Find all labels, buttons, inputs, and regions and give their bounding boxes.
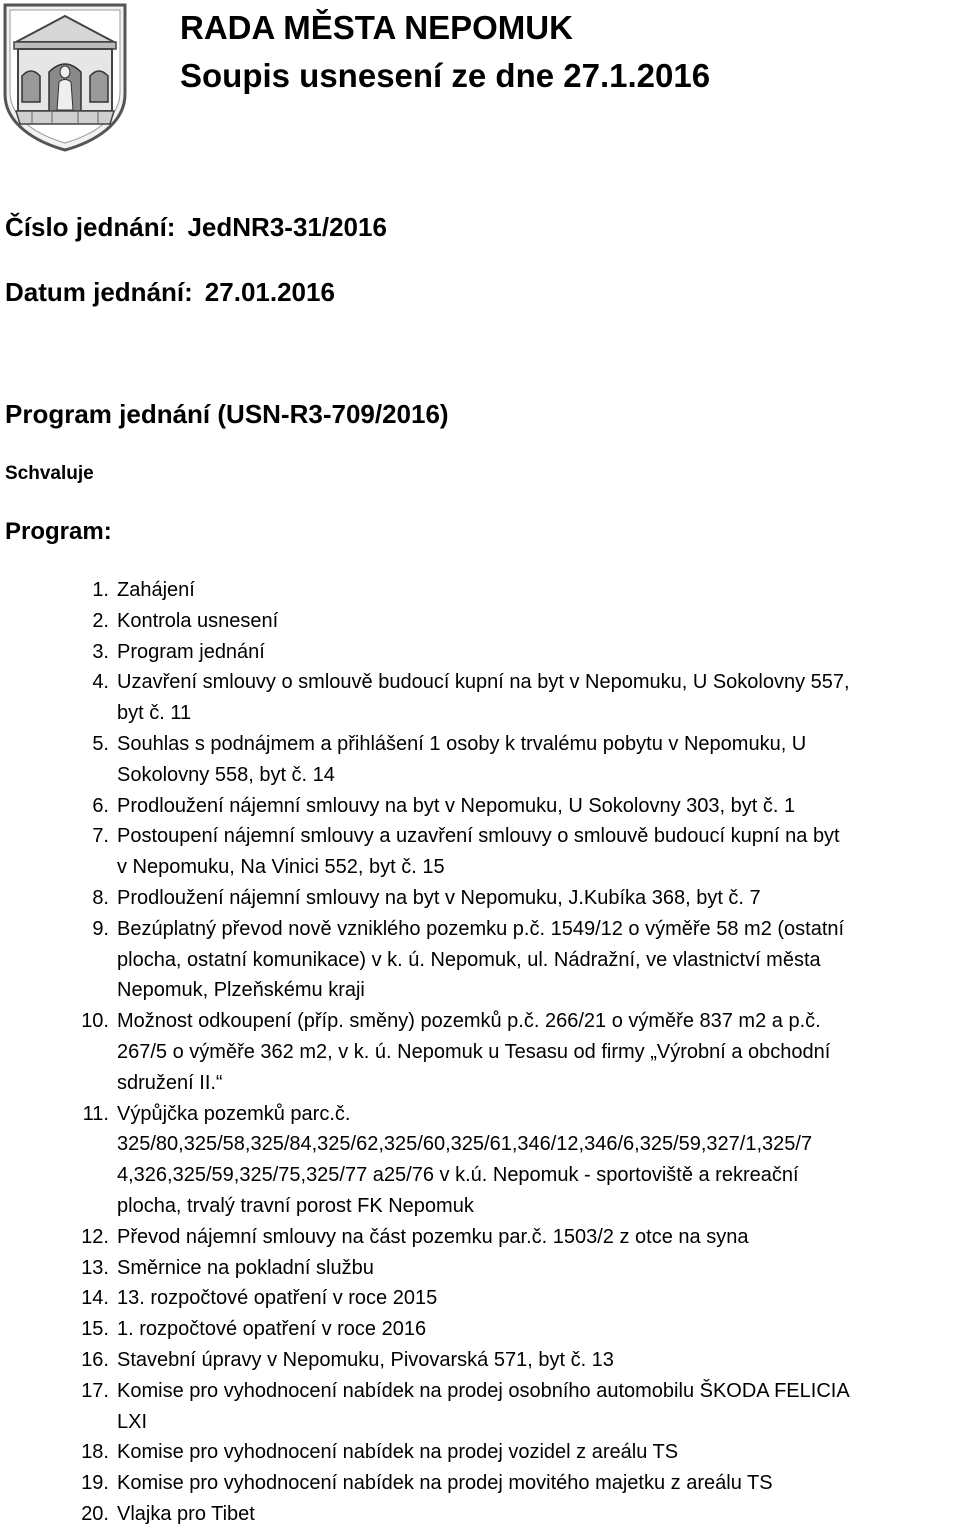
agenda-item-number: 6. <box>92 794 109 817</box>
meeting-number-label: Číslo jednání: <box>5 212 176 242</box>
agenda-item-number: 13. <box>81 1256 109 1279</box>
agenda-item-text: Kontrola usnesení <box>117 609 279 632</box>
agenda-item-text: Možnost odkoupení (příp. směny) pozemků p.č. 266/21 o výměře 837 m2 a p.č. <box>117 1010 821 1033</box>
agenda-item-text: plocha, ostatní komunikace) v k. ú. Nepomuk, ul. Nádražní, ve vlastnictví města <box>117 948 821 971</box>
city-crest-icon <box>2 2 128 152</box>
agenda-item-number: 3. <box>92 640 109 663</box>
agenda-item-number: 19. <box>81 1472 109 1495</box>
agenda-item-text: LXI <box>117 1410 148 1433</box>
meeting-date-label: Datum jednání: <box>5 277 193 307</box>
agenda-item <box>0 1499 960 1530</box>
agenda-item <box>0 1006 960 1098</box>
agenda-item <box>0 1222 960 1253</box>
title-council-name: RADA MĚSTA NEPOMUK <box>180 9 573 46</box>
agenda-item <box>0 729 960 791</box>
meeting-number-value: JedNR3-31/2016 <box>187 212 387 242</box>
agenda-item-text: Komise pro vyhodnocení nabídek na prodej osobního automobilu ŠKODA FELICIA <box>117 1379 850 1402</box>
agenda-item-number: 12. <box>81 1225 109 1248</box>
meeting-date <box>5 276 335 308</box>
resolution-decision: Schvaluje <box>5 463 94 484</box>
agenda-item <box>0 821 960 883</box>
agenda-item-number: 18. <box>81 1441 109 1464</box>
agenda-item-number: 4. <box>92 671 109 694</box>
agenda-item-text: v Nepomuku, Na Vinici 552, byt č. 15 <box>117 856 445 879</box>
agenda-item-text: 13. rozpočtové opatření v roce 2015 <box>117 1287 438 1310</box>
agenda-item <box>0 883 960 914</box>
agenda-item-text: 325/80,325/58,325/84,325/62,325/60,325/61,346/12,346/6,325/59,327/1,325/7 <box>117 1133 813 1156</box>
agenda-item-text: Stavební úpravy v Nepomuku, Pivovarská 571, byt č. 13 <box>117 1348 614 1371</box>
agenda-item-text: Výpůjčka pozemků parc.č. <box>117 1102 351 1125</box>
agenda-item-number: 17. <box>81 1379 109 1402</box>
agenda-item-number: 10. <box>81 1010 109 1033</box>
agenda-item <box>0 1314 960 1345</box>
agenda-item <box>0 1253 960 1284</box>
agenda-item <box>0 667 960 729</box>
meeting-date-value: 27.01.2016 <box>204 277 335 307</box>
agenda-item-number: 7. <box>92 825 109 848</box>
agenda-item-text: Převod nájemní smlouvy na část pozemku par.č. 1503/2 z otce na syna <box>117 1225 749 1248</box>
agenda-item-number: 14. <box>81 1287 109 1310</box>
agenda-item <box>0 606 960 637</box>
agenda-item-text: byt č. 11 <box>117 702 192 725</box>
agenda-item <box>0 1283 960 1314</box>
agenda-item-text: Nepomuk, Plzeňskému kraji <box>117 979 365 1002</box>
agenda-item-text: Uzavření smlouvy o smlouvě budoucí kupní na byt v Nepomuku, U Sokolovny 557, <box>117 671 850 694</box>
agenda-item <box>0 1376 960 1438</box>
agenda-item-number: 1. <box>92 579 109 601</box>
agenda-list <box>0 575 960 1530</box>
agenda-item-number: 11. <box>82 1102 109 1125</box>
agenda-item-text: Souhlas s podnájmem a přihlášení 1 osoby k trvalému pobytu v Nepomuku, U <box>117 732 807 755</box>
agenda-item-text: Směrnice na pokladní službu <box>117 1256 374 1279</box>
program-label: Program: <box>5 518 112 545</box>
agenda-item-text: Sokolovny 558, byt č. 14 <box>117 763 335 786</box>
agenda-item-text: Vlajka pro Tibet <box>117 1502 255 1525</box>
agenda-item-text: Zahájení <box>117 579 195 601</box>
agenda-item <box>0 1099 960 1222</box>
agenda-item <box>0 575 960 606</box>
agenda-item-text: 267/5 o výměře 362 m2, v k. ú. Nepomuk u Tesasu od firmy „Výrobní a obchodní <box>117 1040 831 1063</box>
resolution-heading: Program jednání (USN-R3-709/2016) <box>5 399 449 429</box>
agenda-item <box>0 1437 960 1468</box>
agenda-item <box>0 637 960 668</box>
agenda-item <box>0 1468 960 1499</box>
agenda-item-text: sdružení II.“ <box>117 1071 223 1094</box>
agenda-item-number: 20. <box>81 1502 109 1525</box>
agenda-item-number: 2. <box>92 609 109 632</box>
agenda-item-text: Komise pro vyhodnocení nabídek na prodej movitého majetku z areálu TS <box>117 1472 773 1495</box>
agenda-item-text: Postoupení nájemní smlouvy a uzavření smlouvy o smlouvě budoucí kupní na byt <box>117 825 840 848</box>
agenda-item-text: plocha, trvalý travní porost FK Nepomuk <box>117 1194 474 1217</box>
agenda-item-text: Komise pro vyhodnocení nabídek na prodej vozidel z areálu TS <box>117 1441 679 1464</box>
agenda-item <box>0 1345 960 1376</box>
title-resolution-list: Soupis usnesení ze dne 27.1.2016 <box>180 57 711 94</box>
agenda-item-number: 9. <box>92 917 109 940</box>
agenda-item <box>0 791 960 822</box>
document-title <box>180 4 710 100</box>
agenda-item <box>0 914 960 1006</box>
agenda-item-text: Prodloužení nájemní smlouvy na byt v Nepomuku, J.Kubíka 368, byt č. 7 <box>117 886 761 909</box>
agenda-item-number: 16. <box>81 1348 109 1371</box>
agenda-item-text: 1. rozpočtové opatření v roce 2016 <box>117 1318 427 1341</box>
agenda-item-number: 15. <box>81 1318 109 1341</box>
agenda-item-text: Prodloužení nájemní smlouvy na byt v Nepomuku, U Sokolovny 303, byt č. 1 <box>117 794 796 817</box>
agenda-item-number: 8. <box>92 886 109 909</box>
agenda-item-number: 5. <box>92 732 109 755</box>
agenda-item-text: Program jednání <box>117 640 265 663</box>
agenda-item-text: Bezúplatný převod nově vzniklého pozemku p.č. 1549/12 o výměře 58 m2 (ostatní <box>117 917 845 940</box>
agenda-item-text: 4,326,325/59,325/75,325/77 a25/76 v k.ú. Nepomuk - sportoviště a rekreační <box>117 1164 799 1187</box>
meeting-number <box>5 211 387 243</box>
